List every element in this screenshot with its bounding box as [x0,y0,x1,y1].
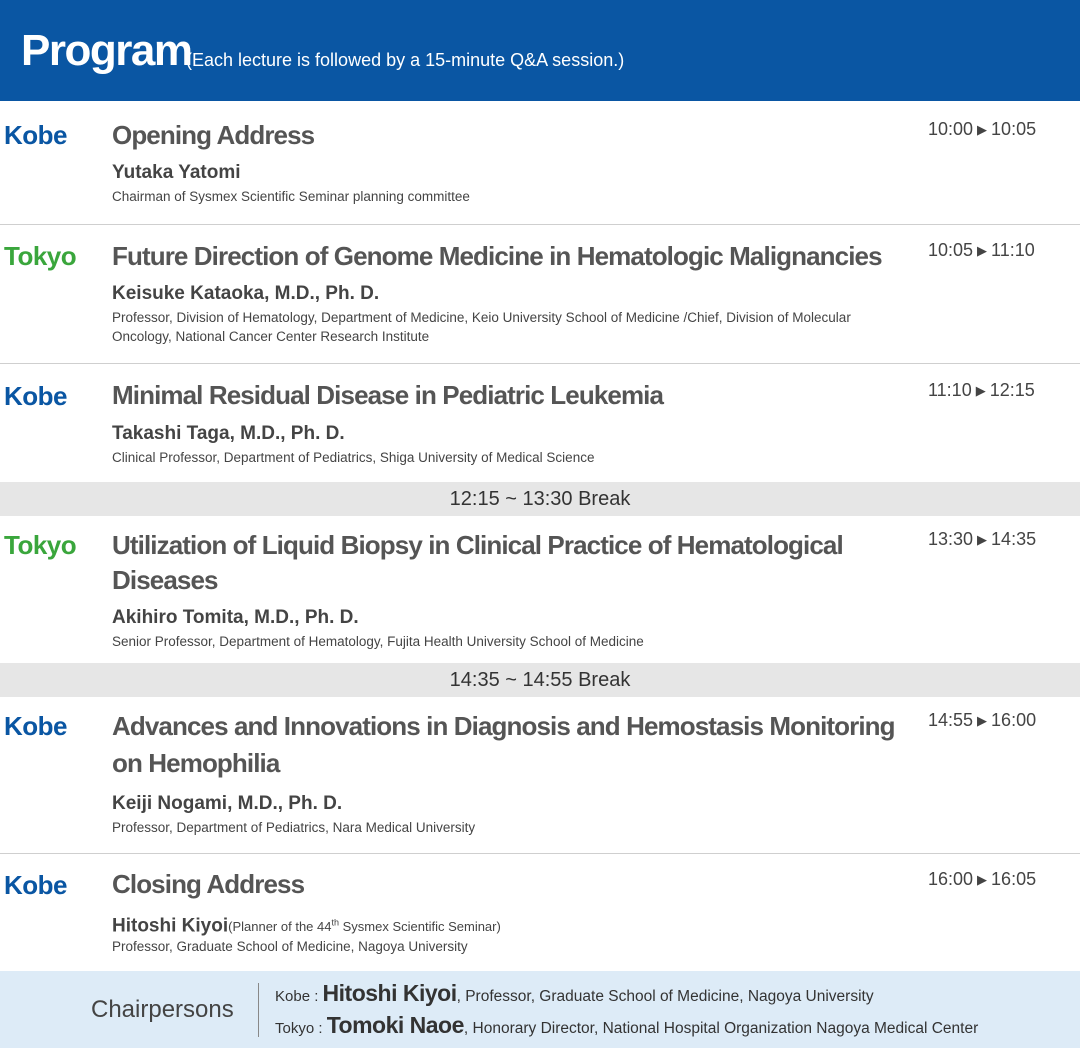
chair-city: Kobe : [275,988,323,1005]
qa-note: (Each lecture is followed by a 15-minute Q&A session.) [186,50,625,70]
location-label: Kobe [4,120,67,150]
page-title: Program [21,26,192,75]
program-header [0,0,1080,101]
speaker-name: Keiji Nogami, M.D., Ph. D. [112,793,343,814]
location-label: Tokyo [4,530,77,560]
location-label: Kobe [4,711,67,741]
chairperson-row [275,980,874,1010]
divider [0,853,1080,854]
chairpersons-panel [0,971,1080,1048]
chair-city: Tokyo : [275,1020,327,1037]
speaker-affiliation: Professor, Graduate School of Medicine, Nagoya University [112,939,468,954]
break-bar: 12:15 ~ 13:30 Break [0,482,1080,516]
speaker-name: Hitoshi Kiyoi [112,915,229,937]
arrow-right-icon: ▶ [977,713,988,728]
session-title: Advances and Innovations in Diagnosis and Hemostasis Monitoring on Hemophilia [112,711,895,778]
session-time: 11:10 ▶ 12:15 [928,380,1035,400]
speaker-name: Takashi Taga, M.D., Ph. D. [112,423,345,444]
speaker-affiliation: Professor, Department of Pediatrics, Nara Medical University [112,820,476,835]
break-bar: 14:35 ~ 14:55 Break [0,663,1080,697]
session-time: 14:55 ▶ 16:00 [928,710,1037,730]
chair-role: , Honorary Director, National Hospital Organization Nagoya Medical Center [463,1020,979,1037]
location-label: Kobe [4,870,67,900]
session-title: Future Direction of Genome Medicine in Hematologic Malignancies [112,241,882,271]
session-title: Opening Address [112,120,315,150]
divider [0,224,1080,225]
arrow-right-icon: ▶ [977,872,988,887]
session-time: 10:00 ▶ 10:05 [928,119,1037,139]
chairperson-row [275,1012,978,1042]
chair-name: Hitoshi Kiyoi [322,980,457,1006]
speaker-name: Akihiro Tomita, M.D., Ph. D. [112,607,359,628]
session-title: Closing Address [112,869,305,899]
arrow-right-icon: ▶ [977,122,988,137]
speaker-affiliation: Chairman of Sysmex Scientific Seminar planning committee [112,189,470,204]
session-title: Utilization of Liquid Biopsy in Clinical Practice of Hematological Diseases [112,530,843,595]
chair-role: , Professor, Graduate School of Medicine, Nagoya University [456,988,874,1005]
location-label: Kobe [4,381,67,411]
divider [258,983,259,1037]
session-time: 16:00 ▶ 16:05 [928,869,1037,889]
speaker-name: Keisuke Kataoka, M.D., Ph. D. [112,283,380,304]
chairpersons-label: Chairpersons [91,996,234,1023]
session-time: 10:05 ▶ 11:10 [928,240,1035,260]
arrow-right-icon: ▶ [975,383,986,398]
speaker-affiliation: Clinical Professor, Department of Pediatrics, Shiga University of Medical Science [112,450,595,465]
speaker-affiliation: Professor, Division of Hematology, Department of Medicine, Keio University School of Medicine /Chief, Division of Molecular Oncology, National Cancer Center Research Institute [112,310,851,344]
session-title: Minimal Residual Disease in Pediatric Leukemia [112,380,664,410]
speaker-note: (Planner of the 44th Sysmex Scientific Seminar) [228,918,501,935]
speaker-line [112,910,501,940]
chair-name: Tomoki Naoe [326,1012,464,1038]
speaker-name: Yutaka Yatomi [112,162,241,183]
speaker-affiliation: Senior Professor, Department of Hematology, Fujita Health University School of Medicine [112,634,644,649]
location-label: Tokyo [4,241,77,271]
arrow-right-icon: ▶ [977,243,988,258]
divider [0,363,1080,364]
arrow-right-icon: ▶ [977,532,988,547]
session-time: 13:30 ▶ 14:35 [928,529,1037,549]
